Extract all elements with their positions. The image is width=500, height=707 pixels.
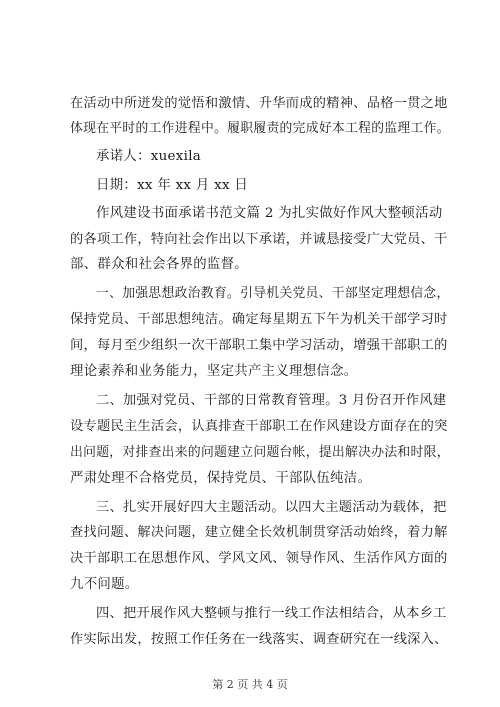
text-line: 体现在平时的工作进程中。履职履责的完成好本工程的监理工作。 [70,121,450,136]
page-number-footer: 第 2 页 共 4 页 [212,678,288,691]
text-line: 在活动中所迸发的觉悟和激情、升华而成的精神、品格一贯之地 [70,96,448,111]
text-line: 出问题，对排查出来的问题建立问题台帐，提出解决办法和时限， [70,445,450,460]
text-line: 间，每月至少组织一次干部职工集中学习活动，增强干部职工的 [70,338,448,353]
text-line: 设专题民主生活会，认真排查干部职工在作风建设方面存在的突 [70,419,448,434]
text-line: 查找问题、解决问题，建立健全长效机制贯穿活动始终，着力解 [70,525,448,540]
text-line: 严肃处理不合格党员，保持党员、干部队伍纯洁。 [70,471,372,486]
text-line: 保持党员、干部思想纯洁。确定每星期五下午为机关干部学习时 [70,312,448,327]
text-line: 一、加强思想政治教育。引导机关党员、干部坚定理想信念， [96,286,450,301]
text-line-signer: 承诺人：xuexila [96,149,202,164]
text-line: 二、加强对党员、干部的日常教育管理。3 月份召开作风建 [96,393,447,408]
text-line: 四、把开展作风大整顿与推行一线工作法相结合，从本乡工 [96,606,447,621]
text-line: 部、群众和社会各界的监督。 [70,257,248,272]
text-line: 作实际出发，按照工作任务在一线落实、调查研究在一线深入、 [70,632,448,647]
text-line: 作风建设书面承诺书范文篇 2 为扎实做好作风大整顿活动 [96,206,443,221]
text-line: 决干部职工在思想作风、学风文风、领导作风、生活作风方面的 [70,551,448,566]
text-line: 九不问题。 [70,577,139,592]
text-line: 三、扎实开展好四大主题活动。以四大主题活动为载体，把 [96,500,447,515]
text-line: 理论素养和业务能力，坚定共产主义理想信念。 [70,364,358,379]
text-line-date: 日期：xx 年 xx 月 xx 日 [96,178,249,193]
text-line: 的各项工作，特向社会作出以下承诺，并诚恳接受广大党员、干 [70,232,448,247]
